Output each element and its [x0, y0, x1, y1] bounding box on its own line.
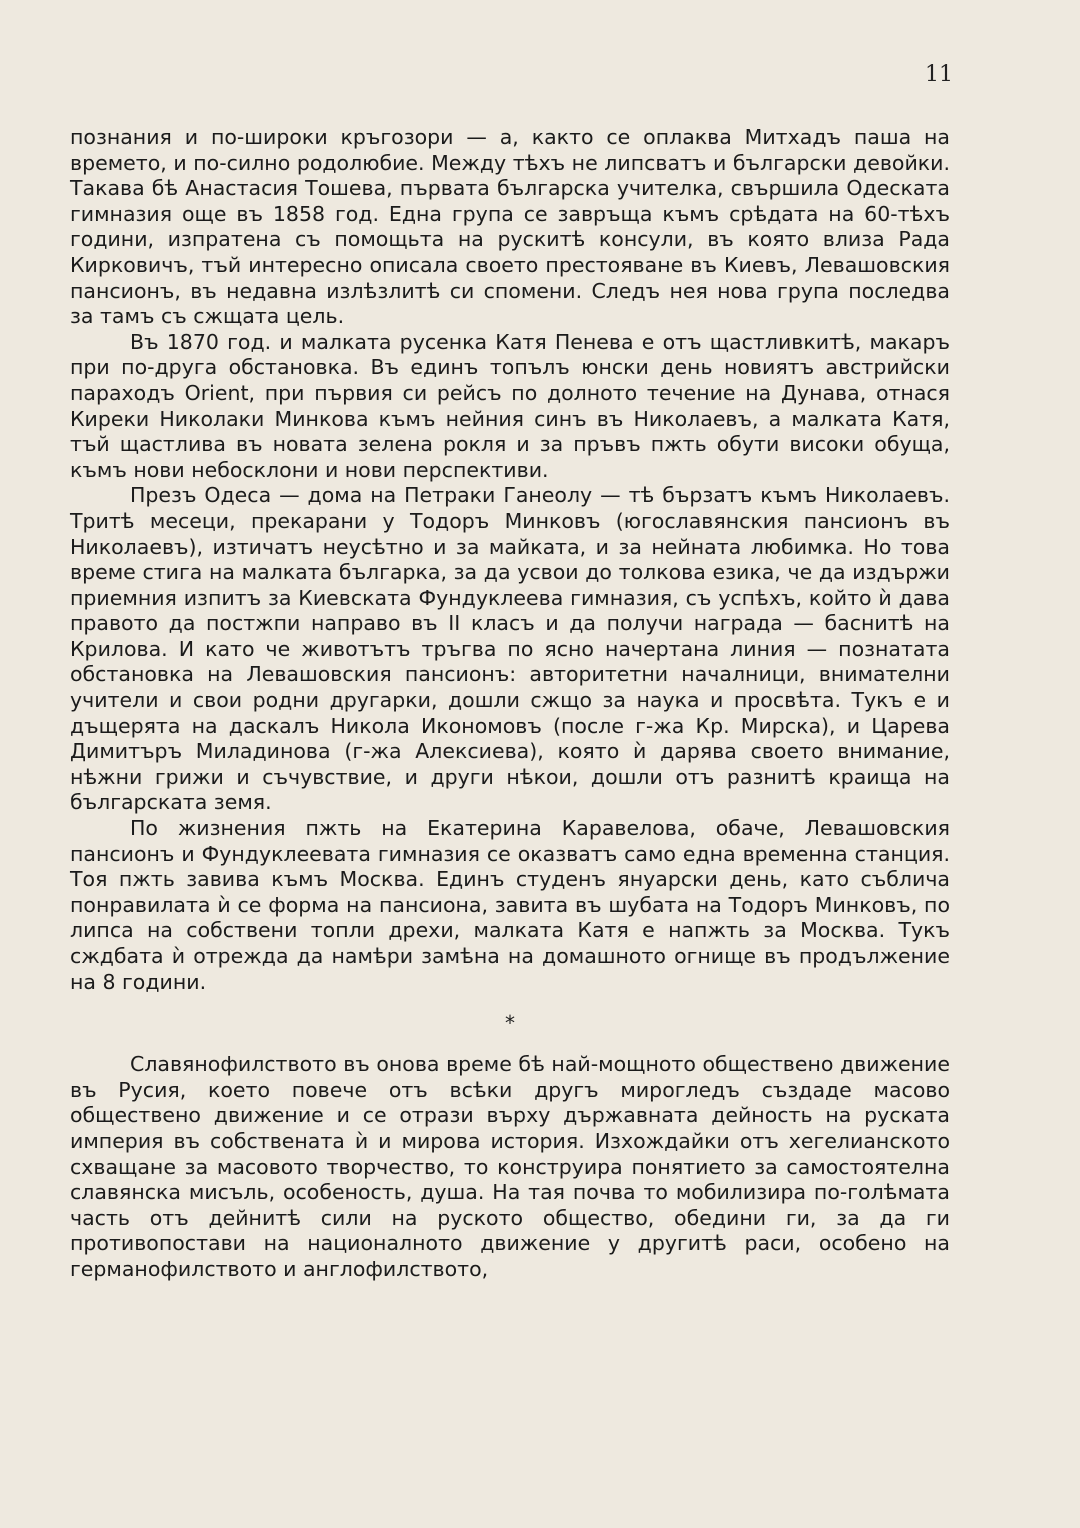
- paragraph-3: Презъ Одеса — дома на Петраки Ганеолу — тѣ бързатъ къмъ Николаевъ. Тритѣ месеци, прекарани у Тодоръ Минковъ (югославянския пансионъ въ Николаевъ), изтичатъ неусѣтно и за майката, и за нейната любимка. Но това време стига на малката българка, за да усвои до толкова езика, че да издържи приемния изпитъ за Киевската Фундуклеева гимназия, съ успѣхъ, който ѝ дава правото да постжпи направо въ II класъ и да получи награда — баснитѣ на Крилова. И като че животътъ тръгва по ясно начертана линия — познатата обстановка на Левашовския пансионъ: авторитетни началници, внимателни учители и свои родни другарки, дошли сжщо за наука и просвѣта. Тукъ е и дъщерята на даскалъ Никола Икономовъ (после г-жа Кр. Мирска), и Царева Димитъръ Миладинова (г-жа Алексиева), която ѝ дарява своето внимание, нѣжни грижи и съчувствие, и други нѣкои, дошли отъ разнитѣ краища на българската земя.: [70, 483, 950, 815]
- paragraph-4: По жизнения пжть на Екатерина Каравелова, обаче, Левашовския пансионъ и Фундуклеевата гимназия се оказватъ само една временна станция. Тоя пжть завива къмъ Москва. Единъ студенъ януарски день, като съблича понравилата ѝ се форма на пансиона, завита въ шубата на Тодоръ Минковъ, по липса на собствени топли дрехи, малката Катя е напжть за Москва. Тукъ сждбата ѝ отрежда да намѣри замѣна на домашното огнище въ продължение на 8 години.: [70, 816, 950, 994]
- paragraph-5: Славянофилството въ онова време бѣ най-мощното обществено движение въ Русия, което повече отъ всѣки другъ мирогледъ създаде масово обществено движение и се отрази върху държавната дейность на руската империя въ собствената ѝ и мирова история. Изхождайки отъ хегелианското схващане за масовото творчество, то конструира понятието за самостоятелна славянска мисъль, особеность, душа. На тая почва то мобилизира по-голѣмата часть отъ дейнитѣ сили на руското общество, обедини ги, за да ги противопостави на националното движение у другитѣ раси, особено на германофилството и англофилството,: [70, 1052, 950, 1281]
- paragraph-2: Въ 1870 год. и малката русенка Катя Пенева е отъ щастливкитѣ, макаръ при по-друга обстановка. Въ единъ топълъ юнски день новиятъ австрийски параходъ Orient, при първия си рейсъ по долното течение на Дунава, отнася Киреки Николаки Минкова къмъ нейния синъ въ Николаевъ, а малката Катя, тъй щастлива въ новата зелена рокля и за пръвъ пжть обути високи обуща, къмъ нови небосклони и нови перспективи.: [70, 329, 950, 482]
- page-number: 11: [925, 62, 953, 87]
- section-separator: *: [505, 1011, 515, 1036]
- body-text: [70, 125, 950, 1283]
- paragraph-1: познания и по-широки кръгозори — а, както се оплаква Митхадъ паша на времето, и по-силно родолюбие. Между тѣхъ не липсватъ и български девойки. Такава бѣ Анастасия Тошева, първата българска учителка, свършила Одеската гимназия още въ 1858 год. Една група се завръща къмъ срѣдата на 60-тѣхъ години, изпратена съ помощьта на рускитѣ консули, въ която влиза Рада Кирковичъ, тъй интересно описала своето престояване въ Киевъ, Левашовския пансионъ, въ недавна излѣзлитѣ си спомени. Следъ нея нова група последва за тамъ съ сжщата цель.: [70, 125, 950, 329]
